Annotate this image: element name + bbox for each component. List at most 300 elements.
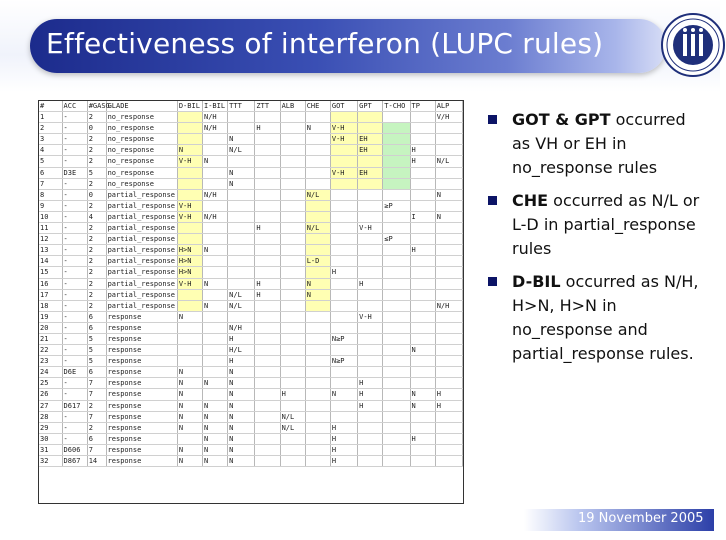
table-cell: - xyxy=(62,145,87,156)
table-cell: 18 xyxy=(39,300,62,311)
table-cell xyxy=(330,378,357,389)
table-cell: no_response xyxy=(106,156,177,167)
table-cell xyxy=(330,311,357,322)
table-cell xyxy=(383,134,410,145)
table-cell xyxy=(305,367,330,378)
table-header-cell: ZTT xyxy=(255,101,280,112)
table-cell xyxy=(280,134,305,145)
table-cell xyxy=(280,278,305,289)
table-cell: - xyxy=(62,300,87,311)
table-cell: 21 xyxy=(39,333,62,344)
table-cell xyxy=(358,189,383,200)
table-cell xyxy=(203,223,228,234)
table-cell xyxy=(383,367,410,378)
table-cell xyxy=(203,322,228,333)
table-row xyxy=(39,278,463,289)
table-cell xyxy=(383,278,410,289)
table-cell xyxy=(435,289,462,300)
square-bullet-icon xyxy=(488,115,497,124)
table-cell xyxy=(177,134,202,145)
table-cell xyxy=(228,245,255,256)
table-cell xyxy=(177,300,202,311)
table-cell xyxy=(255,245,280,256)
table-cell: 5 xyxy=(87,356,106,367)
table-cell: 30 xyxy=(39,433,62,444)
table-cell: H xyxy=(255,123,280,134)
table-cell: 2 xyxy=(87,234,106,245)
table-cell xyxy=(305,145,330,156)
table-cell xyxy=(305,245,330,256)
table-cell: no_response xyxy=(106,123,177,134)
table-cell xyxy=(330,367,357,378)
table-cell xyxy=(410,223,435,234)
table-cell: 6 xyxy=(39,167,62,178)
table-cell xyxy=(330,189,357,200)
table-cell xyxy=(435,333,462,344)
table-cell xyxy=(383,156,410,167)
table-cell xyxy=(383,245,410,256)
table-row xyxy=(39,411,463,422)
table-cell xyxy=(383,322,410,333)
table-cell xyxy=(305,378,330,389)
table-cell: N/H xyxy=(203,189,228,200)
table-cell: 2 xyxy=(87,112,106,123)
table-cell xyxy=(383,300,410,311)
table-cell xyxy=(280,156,305,167)
table-cell: 2 xyxy=(87,400,106,411)
table-cell xyxy=(177,112,202,123)
table-cell: 29 xyxy=(39,422,62,433)
table-cell: 7 xyxy=(87,378,106,389)
table-cell: N/L xyxy=(228,145,255,156)
table-row xyxy=(39,322,463,333)
table-cell xyxy=(228,112,255,123)
table-cell: 12 xyxy=(39,234,62,245)
table-cell xyxy=(305,311,330,322)
table-cell xyxy=(410,256,435,267)
table-cell xyxy=(255,433,280,444)
table-cell: 23 xyxy=(39,356,62,367)
table-cell: N xyxy=(203,378,228,389)
rules-table xyxy=(39,101,463,467)
table-cell xyxy=(330,211,357,222)
table-cell: response xyxy=(106,411,177,422)
table-cell: partial_response xyxy=(106,300,177,311)
table-cell: 9 xyxy=(39,200,62,211)
table-cell: N/H xyxy=(228,322,255,333)
table-cell xyxy=(435,145,462,156)
table-cell: 6 xyxy=(87,311,106,322)
table-cell: N/L xyxy=(228,289,255,300)
table-cell xyxy=(280,433,305,444)
table-cell xyxy=(410,367,435,378)
table-cell: 2 xyxy=(87,300,106,311)
table-cell: H xyxy=(358,389,383,400)
table-cell xyxy=(305,112,330,123)
table-cell: N xyxy=(203,444,228,455)
table-row xyxy=(39,400,463,411)
table-cell: 17 xyxy=(39,289,62,300)
table-cell: H xyxy=(228,333,255,344)
table-cell xyxy=(177,333,202,344)
table-cell xyxy=(305,345,330,356)
bullet-list xyxy=(486,108,706,375)
table-cell: 2 xyxy=(87,178,106,189)
table-cell xyxy=(358,367,383,378)
table-cell: 2 xyxy=(87,200,106,211)
rules-table-image xyxy=(38,100,464,504)
table-cell: H>N xyxy=(177,245,202,256)
table-cell: 0 xyxy=(87,189,106,200)
table-cell xyxy=(228,311,255,322)
table-cell xyxy=(330,411,357,422)
table-cell: N xyxy=(305,278,330,289)
table-cell xyxy=(383,167,410,178)
table-cell xyxy=(410,422,435,433)
table-cell xyxy=(177,223,202,234)
table-cell: N/H xyxy=(435,300,462,311)
table-cell: 20 xyxy=(39,322,62,333)
slide-title: Effectiveness of interferon (LUPC rules) xyxy=(46,27,604,60)
table-cell: H xyxy=(255,289,280,300)
table-cell xyxy=(410,178,435,189)
table-cell: 4 xyxy=(87,211,106,222)
table-cell: - xyxy=(62,411,87,422)
table-cell xyxy=(435,422,462,433)
table-cell: 2 xyxy=(39,123,62,134)
table-cell: 7 xyxy=(39,178,62,189)
table-cell xyxy=(435,378,462,389)
table-cell: 6 xyxy=(87,367,106,378)
table-cell: - xyxy=(62,234,87,245)
table-cell xyxy=(358,333,383,344)
table-cell xyxy=(255,300,280,311)
table-cell xyxy=(255,178,280,189)
table-row xyxy=(39,333,463,344)
table-row xyxy=(39,178,463,189)
table-cell xyxy=(305,167,330,178)
table-cell: N xyxy=(177,145,202,156)
table-cell xyxy=(255,422,280,433)
table-header-cell: TP xyxy=(410,101,435,112)
table-cell xyxy=(410,267,435,278)
table-cell: V-H xyxy=(358,311,383,322)
table-cell: 0 xyxy=(87,123,106,134)
table-cell: H xyxy=(410,433,435,444)
table-cell xyxy=(255,378,280,389)
table-cell: V-H xyxy=(177,211,202,222)
table-cell: 2 xyxy=(87,245,106,256)
table-cell xyxy=(255,356,280,367)
table-cell xyxy=(410,167,435,178)
table-cell: D606 xyxy=(62,444,87,455)
table-cell xyxy=(203,167,228,178)
table-cell xyxy=(410,123,435,134)
table-cell xyxy=(410,189,435,200)
table-cell: partial_response xyxy=(106,223,177,234)
table-cell: N/L xyxy=(435,156,462,167)
table-cell xyxy=(255,322,280,333)
table-row xyxy=(39,167,463,178)
table-cell xyxy=(255,189,280,200)
table-cell: N xyxy=(177,400,202,411)
table-cell: response xyxy=(106,433,177,444)
table-cell: N xyxy=(203,456,228,467)
table-cell: - xyxy=(62,200,87,211)
table-cell: N xyxy=(203,411,228,422)
table-cell: N xyxy=(228,178,255,189)
table-row xyxy=(39,256,463,267)
bullet-d-bil xyxy=(486,270,706,366)
table-cell: H xyxy=(358,378,383,389)
table-cell: N xyxy=(203,245,228,256)
table-cell: H xyxy=(358,278,383,289)
table-header-cell: GLADE xyxy=(106,101,177,112)
table-cell: V/H xyxy=(435,112,462,123)
table-cell xyxy=(305,444,330,455)
table-cell xyxy=(358,123,383,134)
table-cell xyxy=(435,356,462,367)
table-cell xyxy=(177,123,202,134)
table-cell xyxy=(410,200,435,211)
table-row xyxy=(39,189,463,200)
table-cell: N xyxy=(228,444,255,455)
table-cell: H xyxy=(228,356,255,367)
table-cell xyxy=(280,378,305,389)
table-cell: H xyxy=(358,400,383,411)
table-cell: 32 xyxy=(39,456,62,467)
table-cell: N xyxy=(228,456,255,467)
table-cell xyxy=(435,444,462,455)
table-cell xyxy=(383,223,410,234)
table-cell xyxy=(435,245,462,256)
table-cell xyxy=(358,433,383,444)
table-cell: - xyxy=(62,356,87,367)
table-cell xyxy=(305,411,330,422)
table-cell: response xyxy=(106,400,177,411)
table-cell xyxy=(435,367,462,378)
table-cell: H xyxy=(330,456,357,467)
table-cell: - xyxy=(62,333,87,344)
table-cell: H xyxy=(435,389,462,400)
table-cell xyxy=(177,345,202,356)
table-cell: partial_response xyxy=(106,200,177,211)
table-row xyxy=(39,367,463,378)
table-cell: N xyxy=(203,300,228,311)
table-cell xyxy=(383,189,410,200)
table-cell xyxy=(228,267,255,278)
table-cell: N xyxy=(228,433,255,444)
table-cell xyxy=(383,178,410,189)
table-cell xyxy=(383,400,410,411)
table-cell xyxy=(255,112,280,123)
table-cell: 19 xyxy=(39,311,62,322)
slide-date: 19 November 2005 xyxy=(578,511,704,526)
table-cell xyxy=(305,389,330,400)
table-cell: 16 xyxy=(39,278,62,289)
table-cell: N xyxy=(410,389,435,400)
table-cell: L-D xyxy=(305,256,330,267)
table-cell xyxy=(255,367,280,378)
table-cell: N xyxy=(435,189,462,200)
table-cell: D617 xyxy=(62,400,87,411)
table-cell xyxy=(280,456,305,467)
table-cell xyxy=(435,322,462,333)
table-cell xyxy=(203,345,228,356)
table-cell: partial_response xyxy=(106,211,177,222)
table-row xyxy=(39,156,463,167)
table-cell: - xyxy=(62,378,87,389)
table-cell xyxy=(410,278,435,289)
table-cell: - xyxy=(62,345,87,356)
table-cell xyxy=(280,400,305,411)
table-cell: N xyxy=(203,156,228,167)
table-cell xyxy=(228,200,255,211)
table-cell: EH xyxy=(358,145,383,156)
table-cell xyxy=(383,145,410,156)
table-cell xyxy=(410,311,435,322)
table-cell xyxy=(280,211,305,222)
table-cell xyxy=(203,256,228,267)
table-cell xyxy=(383,345,410,356)
table-cell xyxy=(383,389,410,400)
table-cell: no_response xyxy=(106,145,177,156)
table-cell xyxy=(255,256,280,267)
table-cell: N xyxy=(228,411,255,422)
table-cell xyxy=(305,300,330,311)
table-cell: ≥P xyxy=(383,200,410,211)
table-cell: - xyxy=(62,311,87,322)
table-row xyxy=(39,378,463,389)
table-cell xyxy=(255,211,280,222)
table-cell xyxy=(305,400,330,411)
table-header-cell: T-CHO xyxy=(383,101,410,112)
table-cell xyxy=(358,256,383,267)
table-cell: - xyxy=(62,123,87,134)
table-cell xyxy=(410,456,435,467)
table-cell xyxy=(358,300,383,311)
table-cell xyxy=(280,178,305,189)
bullet-text: occurred as N/L or L-D in partial_response rules xyxy=(512,191,700,258)
table-cell: - xyxy=(62,156,87,167)
table-row xyxy=(39,356,463,367)
table-cell xyxy=(358,345,383,356)
table-cell: H xyxy=(330,267,357,278)
bullet-text: occurred as N/H, H>N, H>N in no_response and partial_response rules. xyxy=(512,272,699,363)
table-header-cell: I-BIL xyxy=(203,101,228,112)
table-cell: H xyxy=(410,245,435,256)
table-cell xyxy=(305,322,330,333)
table-cell: response xyxy=(106,456,177,467)
table-cell xyxy=(435,223,462,234)
table-cell xyxy=(305,356,330,367)
table-cell xyxy=(255,444,280,455)
table-cell: 13 xyxy=(39,245,62,256)
table-cell xyxy=(358,234,383,245)
table-cell xyxy=(435,256,462,267)
table-cell: N/H xyxy=(203,112,228,123)
table-cell: 24 xyxy=(39,367,62,378)
table-cell xyxy=(280,444,305,455)
table-row xyxy=(39,245,463,256)
table-cell: - xyxy=(62,422,87,433)
table-cell: response xyxy=(106,444,177,455)
table-cell xyxy=(305,333,330,344)
table-cell: - xyxy=(62,267,87,278)
table-cell: response xyxy=(106,422,177,433)
table-cell xyxy=(435,134,462,145)
table-cell: 7 xyxy=(87,444,106,455)
table-cell: V-H xyxy=(330,167,357,178)
table-cell: response xyxy=(106,333,177,344)
table-cell xyxy=(410,322,435,333)
table-cell xyxy=(383,256,410,267)
table-cell: 7 xyxy=(87,389,106,400)
table-cell: N/L xyxy=(305,223,330,234)
table-cell xyxy=(435,345,462,356)
bullet-keyword: GOT & GPT xyxy=(512,110,611,129)
table-cell: 22 xyxy=(39,345,62,356)
table-cell: 2 xyxy=(87,223,106,234)
table-cell: no_response xyxy=(106,178,177,189)
table-cell xyxy=(410,112,435,123)
table-cell: N xyxy=(203,422,228,433)
table-cell xyxy=(358,200,383,211)
table-cell xyxy=(358,456,383,467)
table-cell xyxy=(330,112,357,123)
table-cell: H>N xyxy=(177,256,202,267)
university-seal-icon xyxy=(660,12,726,78)
table-cell: N xyxy=(177,311,202,322)
table-cell xyxy=(255,200,280,211)
table-cell: N/L xyxy=(280,411,305,422)
table-cell: N≥P xyxy=(330,333,357,344)
table-cell xyxy=(228,223,255,234)
table-cell: 2 xyxy=(87,134,106,145)
table-cell: 2 xyxy=(87,289,106,300)
square-bullet-icon xyxy=(488,277,497,286)
table-cell xyxy=(255,145,280,156)
table-cell xyxy=(330,345,357,356)
table-row xyxy=(39,200,463,211)
table-cell xyxy=(203,145,228,156)
table-cell: 5 xyxy=(87,333,106,344)
table-cell: 2 xyxy=(87,145,106,156)
table-cell: - xyxy=(62,211,87,222)
table-cell xyxy=(383,411,410,422)
table-cell: response xyxy=(106,367,177,378)
table-cell xyxy=(203,234,228,245)
table-cell: 2 xyxy=(87,422,106,433)
table-cell xyxy=(305,234,330,245)
table-cell xyxy=(255,134,280,145)
table-cell xyxy=(280,367,305,378)
table-cell: - xyxy=(62,223,87,234)
table-cell: 2 xyxy=(87,278,106,289)
table-cell: - xyxy=(62,278,87,289)
table-cell xyxy=(435,311,462,322)
table-cell: H xyxy=(255,223,280,234)
table-cell: partial_response xyxy=(106,189,177,200)
table-cell: N/L xyxy=(228,300,255,311)
bullet-keyword: D-BIL xyxy=(512,272,561,291)
table-cell xyxy=(358,322,383,333)
table-cell: N xyxy=(330,389,357,400)
table-cell xyxy=(305,178,330,189)
table-cell xyxy=(255,389,280,400)
table-cell xyxy=(255,456,280,467)
table-cell: - xyxy=(62,189,87,200)
